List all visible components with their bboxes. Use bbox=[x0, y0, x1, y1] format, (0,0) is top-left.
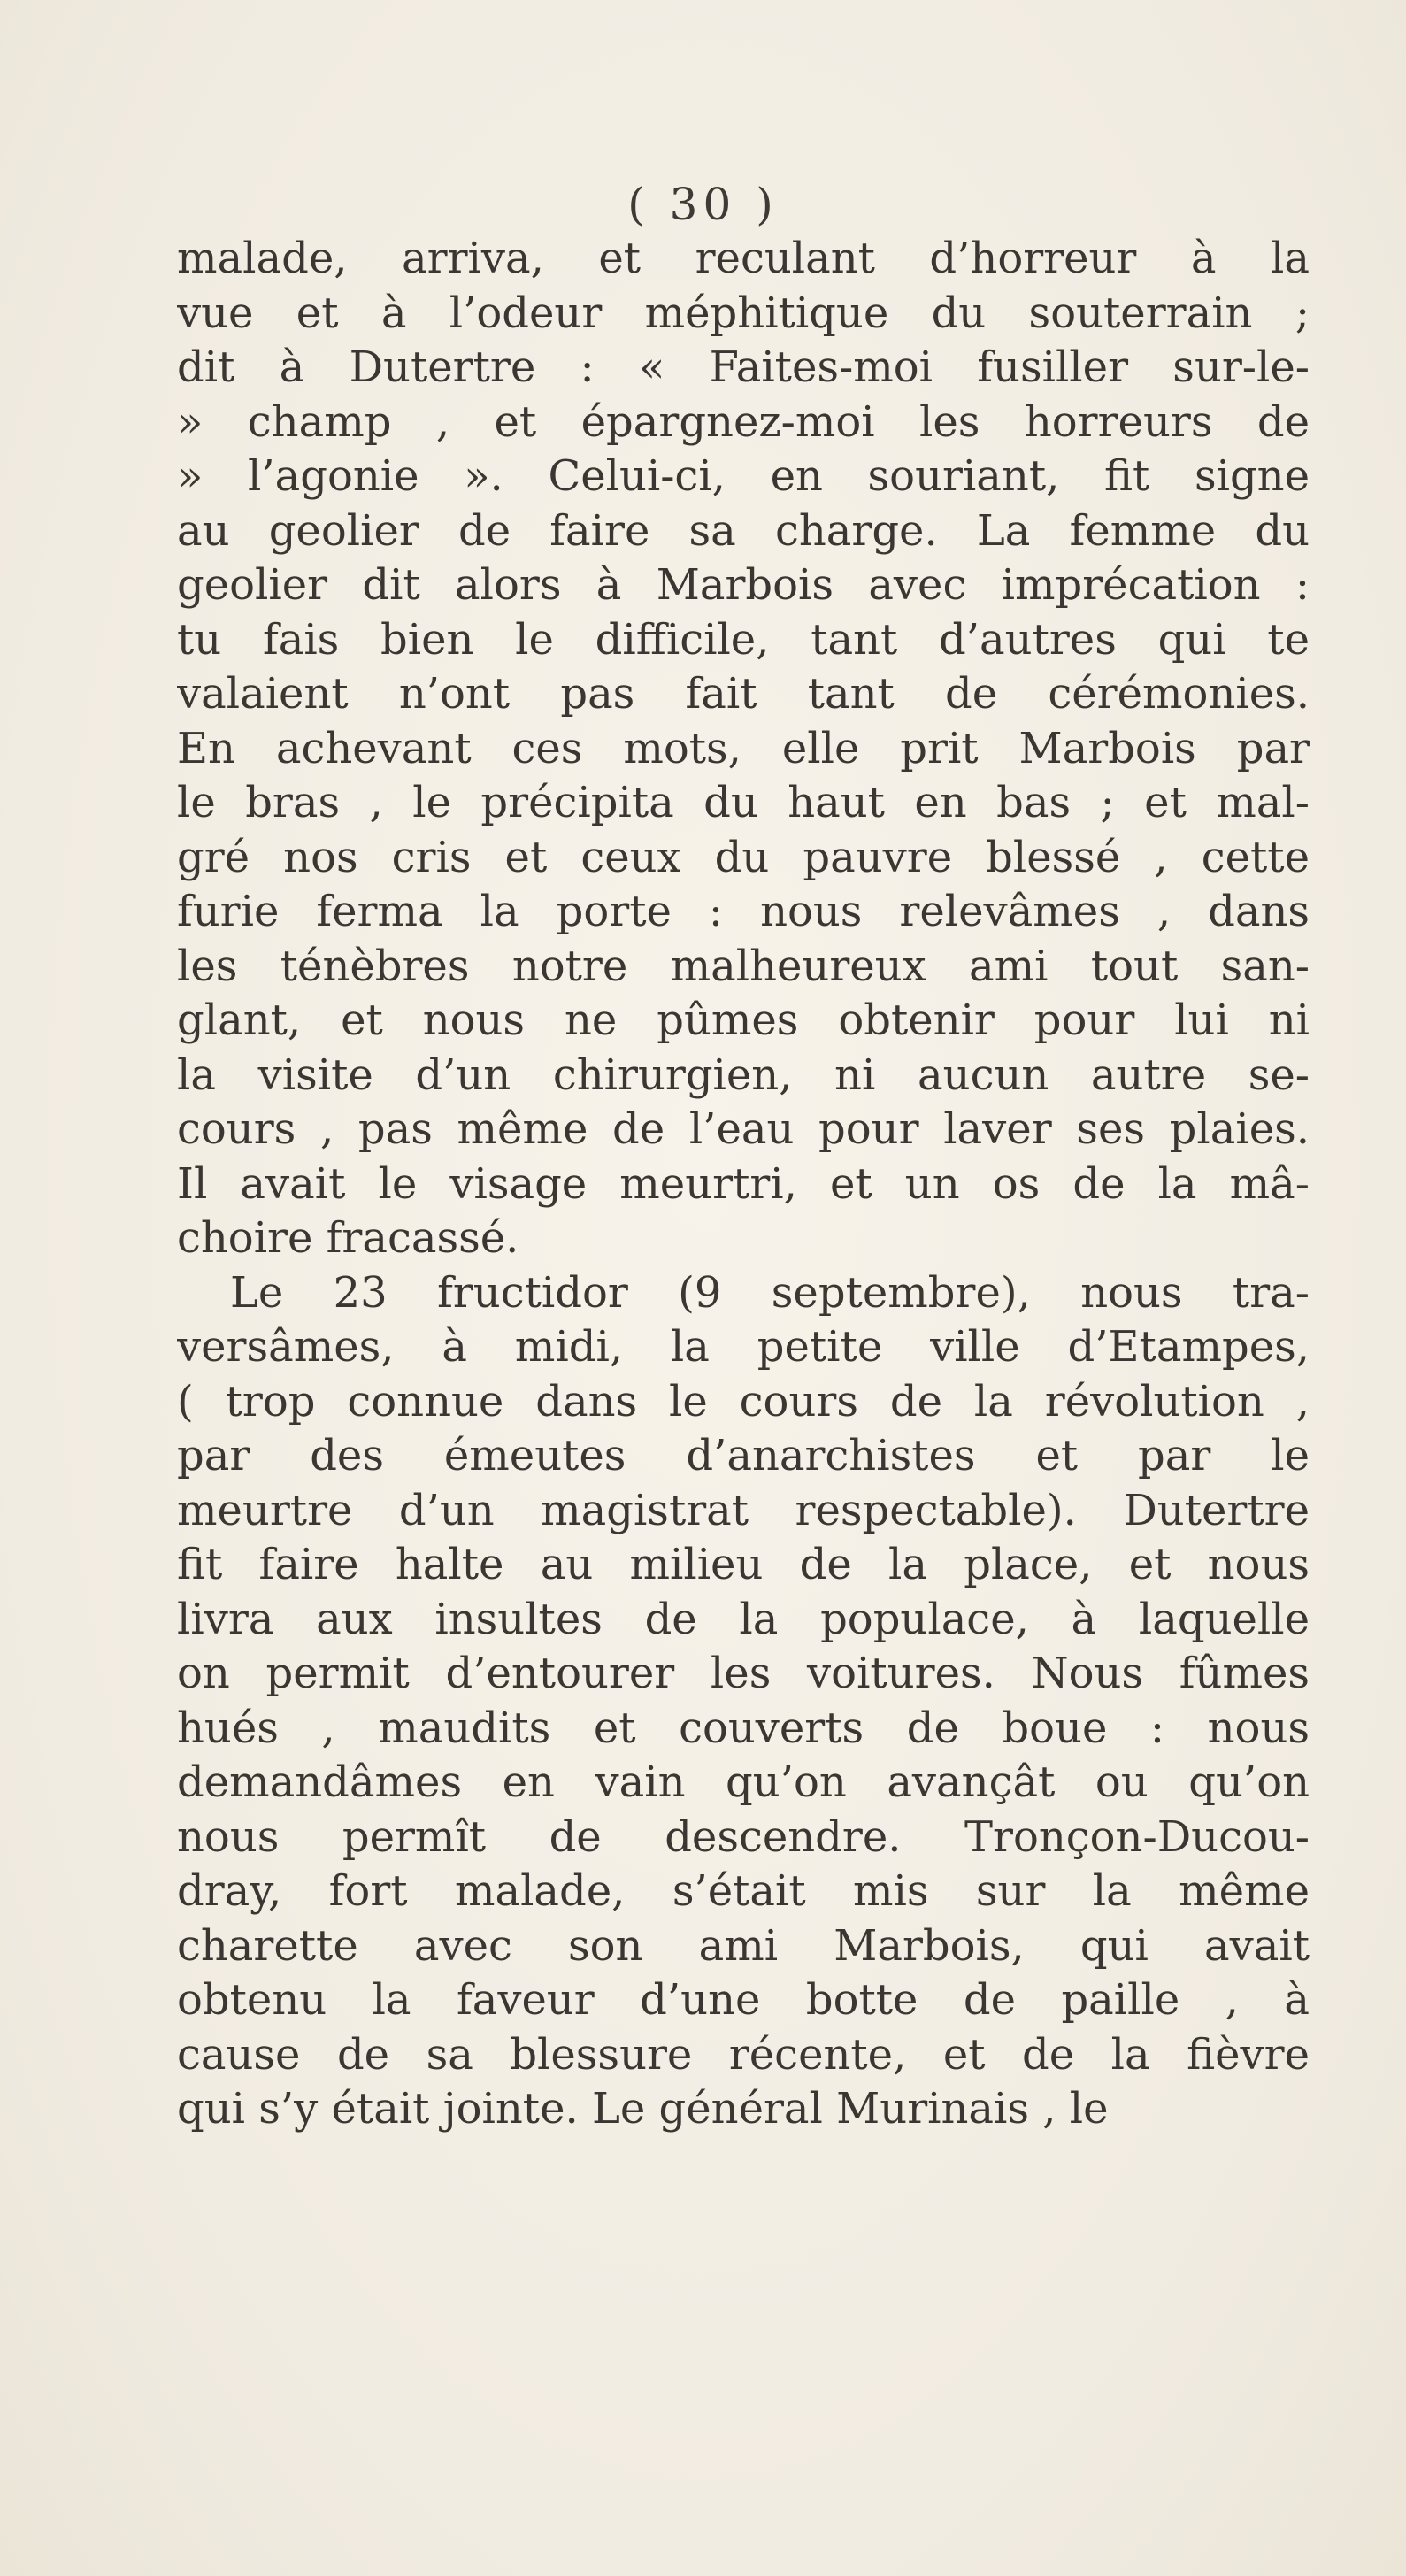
page-number: ( 30 ) bbox=[627, 179, 779, 230]
text-line: gré nos cris et ceux du pauvre blessé , cette bbox=[177, 832, 1310, 882]
text-line: choire fracassé. bbox=[177, 1213, 519, 1263]
text-line: dray, fort malade, s’était mis sur la même bbox=[177, 1866, 1310, 1916]
text-line: les ténèbres notre malheureux ami tout san- bbox=[177, 941, 1310, 991]
text-line: En achevant ces mots, elle prit Marbois par bbox=[177, 723, 1310, 773]
text-line: versâmes, à midi, la petite ville d’Etampes, bbox=[177, 1322, 1310, 1372]
text-line: » l’agonie ». Celui-ci, en souriant, fit signe bbox=[177, 451, 1310, 501]
text-line: livra aux insultes de la populace, à laquelle bbox=[177, 1594, 1310, 1644]
text-line: valaient n’ont pas fait tant de cérémonies. bbox=[177, 669, 1310, 719]
text-line: nous permît de descendre. Tronçon-Ducou- bbox=[177, 1811, 1310, 1862]
text-line: fit faire halte au milieu de la place, et nous bbox=[177, 1540, 1310, 1589]
text-line: furie ferma la porte : nous relevâmes , dans bbox=[177, 887, 1310, 936]
text-line: cours , pas même de l’eau pour laver ses plaies. bbox=[177, 1104, 1310, 1154]
text-line: la visite d’un chirurgien, ni aucun autre se- bbox=[177, 1050, 1310, 1100]
text-line: tu fais bien le difficile, tant d’autres qui te bbox=[177, 614, 1310, 665]
text-line: obtenu la faveur d’une botte de paille , à bbox=[177, 1975, 1310, 2025]
text-line: hués , maudits et couverts de boue : nous bbox=[177, 1703, 1310, 1753]
text-line: par des émeutes d’anarchistes et par le bbox=[177, 1431, 1310, 1480]
text-line: qui s’y était jointe. Le général Murinais , le bbox=[177, 2084, 1109, 2134]
text-line: meurtre d’un magistrat respectable). Dutertre bbox=[177, 1485, 1310, 1535]
text-line: on permit d’entourer les voitures. Nous fûmes bbox=[177, 1649, 1310, 1698]
text-line: » champ , et épargnez-moi les horreurs de bbox=[177, 396, 1310, 447]
text-line: dit à Dutertre : « Faites-moi fusiller sur-le- bbox=[177, 342, 1310, 392]
text-line: Le 23 fructidor (9 septembre), nous tra- bbox=[230, 1267, 1310, 1318]
text-line: au geolier de faire sa charge. La femme du bbox=[177, 505, 1310, 556]
text-line: geolier dit alors à Marbois avec imprécation : bbox=[177, 560, 1310, 610]
text-line: malade, arriva, et reculant d’horreur à la bbox=[177, 234, 1310, 283]
text-line: demandâmes en vain qu’on avançât ou qu’on bbox=[177, 1757, 1310, 1807]
body-text bbox=[177, 232, 1310, 2137]
text-line: vue et à l’odeur méphitique du souterrain ; bbox=[177, 288, 1310, 338]
text-line: charette avec son ami Marbois, qui avait bbox=[177, 1920, 1310, 1971]
text-line: glant, et nous ne pûmes obtenir pour lui ni bbox=[177, 996, 1310, 1045]
text-line: ( trop connue dans le cours de la révolution , bbox=[177, 1376, 1310, 1426]
text-line: le bras , le précipita du haut en bas ; et mal- bbox=[177, 778, 1310, 827]
text-line: cause de sa blessure récente, et de la fièvre bbox=[177, 2029, 1310, 2080]
text-line: Il avait le visage meurtri, et un os de la mâ- bbox=[177, 1158, 1310, 1209]
